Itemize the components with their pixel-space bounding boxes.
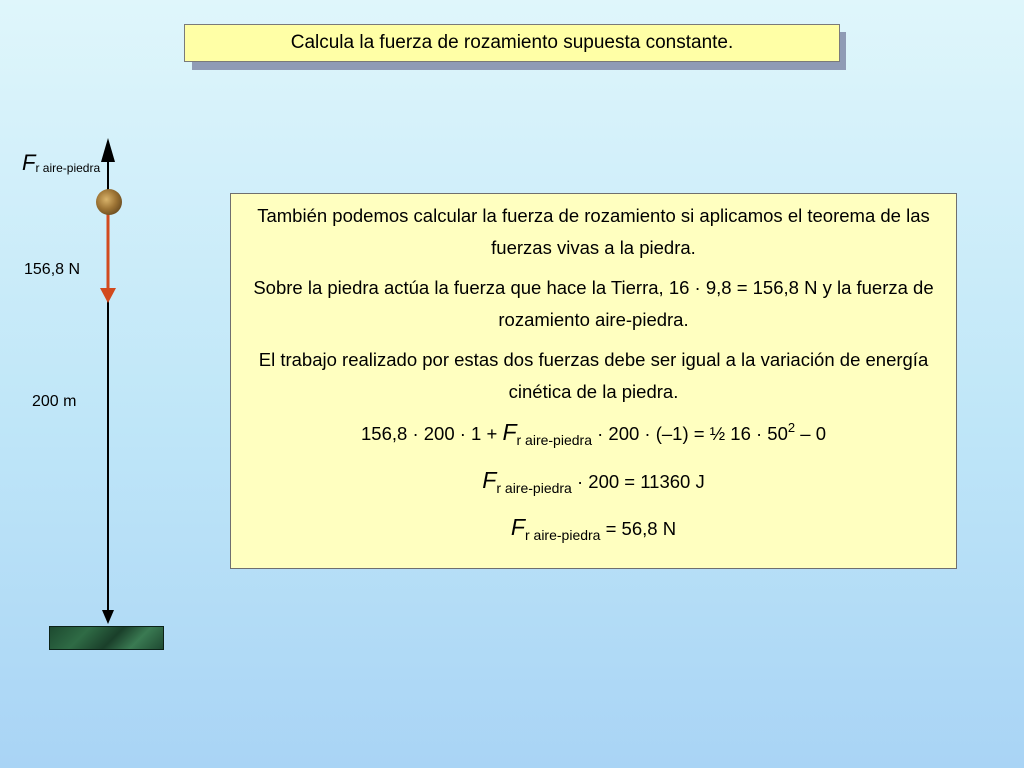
eq2-symbol: F (482, 467, 497, 493)
equation-3 (231, 511, 956, 546)
eq1-exponent: 2 (787, 420, 796, 435)
ground-arrow-head (102, 610, 114, 624)
eq1-symbol: F (502, 419, 517, 445)
force-subscript: r aire-piedra (35, 161, 101, 175)
slide-title (184, 24, 840, 62)
eq3-symbol: F (510, 514, 525, 540)
stone (96, 189, 122, 215)
friction-arrow-head (101, 138, 115, 162)
weight-label: 156,8 N (24, 261, 81, 278)
paragraph-1: También podemos calcular la fuerza de rozamiento si aplicamos el teorema de las fuerzas vivas a la piedra. (257, 205, 930, 258)
equation-2 (231, 464, 956, 499)
eq3-subscript: r aire-piedra (524, 527, 601, 543)
eq2-subscript: r aire-piedra (496, 480, 572, 496)
height-label: 200 m (32, 393, 77, 410)
ground (49, 626, 164, 650)
free-fall-diagram (0, 0, 220, 660)
weight-arrow-head (100, 288, 116, 303)
force-symbol: F (22, 150, 36, 175)
paragraph-2: Sobre la piedra actúa la fuerza que hace la Tierra, 16 · 9,8 = 156,8 N y la fuerza de rozamiento aire-piedra. (253, 277, 934, 330)
explanation-box (230, 193, 957, 569)
eq2-rest: · 200 = 11360 J (571, 471, 705, 492)
slide-title-text: Calcula la fuerza de rozamiento supuesta constante. (290, 32, 734, 53)
eq1-suffix: – 0 (795, 423, 826, 444)
equation-1 (231, 416, 956, 452)
eq3-rest: = 56,8 N (600, 518, 677, 539)
eq1-middle: · 200 · (–1) = ½ 16 · 50 (591, 423, 788, 444)
eq1-subscript: r aire-piedra (516, 432, 592, 448)
paragraph-3: El trabajo realizado por estas dos fuerzas debe ser igual a la variación de energía cinética de la piedra. (258, 349, 929, 402)
eq1-prefix: 156,8 · 200 · 1 + (361, 423, 503, 444)
